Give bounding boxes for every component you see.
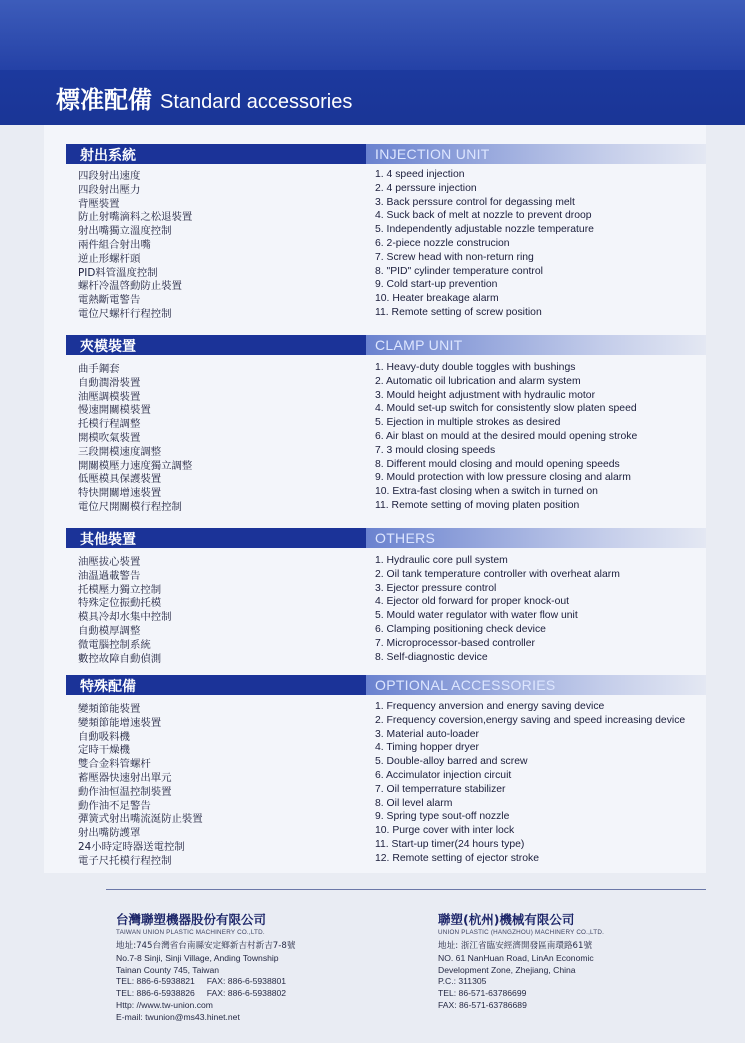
list-item: 雙合金料管螺杆: [78, 758, 151, 771]
list-item: 9. Mould protection with low pressure closing and alarm: [375, 472, 631, 484]
list-item: 5. Double-alloy barred and screw: [375, 756, 528, 768]
address-en-line1: No.7-8 Sinji, Sinji Village, Anding Township: [116, 952, 279, 963]
address-en-line1: NO. 61 NanHuan Road, LinAn Economic: [438, 952, 594, 963]
list-item: 8. "PID" cylinder temperature control: [375, 265, 543, 277]
website-link[interactable]: Http: //www.tw-union.com: [116, 999, 213, 1010]
list-item: 油壓調模裝置: [78, 390, 141, 403]
list-item: 開模吹氣裝置: [78, 431, 141, 444]
list-item: 5. Ejection in multiple strokes as desired: [375, 417, 561, 429]
contact-line2: TEL: 886-6-5938826 FAX: 886-6-5938802: [116, 988, 287, 999]
address-zh: 地址:745台灣省台南縣安定鄉新吉村新吉7-8號: [116, 941, 296, 951]
list-item: 8. Different mould closing and mould opening speeds: [375, 458, 620, 470]
section-title-zh: 夾模裝置: [80, 339, 136, 355]
list-item: 曲手鋼套: [78, 363, 120, 375]
address-zh: 地址: 浙江省臨安經濟開發區南環路61號: [438, 941, 593, 951]
list-item: 1. Frequency anversion and energy saving device: [375, 701, 605, 712]
section-header-optional: [66, 675, 706, 695]
company-name-en: TAIWAN UNION PLASTIC MACHINERY CO.,LTD.: [116, 929, 265, 936]
list-item: 動作油恒温控制裝置: [78, 785, 172, 798]
others-list-en: [375, 554, 620, 664]
section-title-zh: 射出系統: [80, 148, 136, 164]
tel: TEL: 86-571-63786699: [438, 988, 527, 999]
list-item: 開關模壓力速度獨立調整: [78, 459, 193, 472]
section-header-others: [66, 528, 706, 548]
list-item: 電子尺托模行程控制: [78, 854, 172, 867]
list-item: 變頻節能增速裝置: [78, 716, 162, 729]
list-item: 慢速開關模裝置: [78, 404, 151, 417]
page-title-en: Standard accessories: [160, 91, 353, 113]
address-en-line2: Development Zone, Zhejiang, China: [438, 964, 576, 975]
list-item: 10. Heater breakage alarm: [375, 293, 499, 305]
page-title: [56, 80, 352, 115]
page-title-zh: 標准配備: [56, 86, 152, 114]
list-item: 4. Suck back of melt at nozzle to prevent droop: [375, 210, 592, 222]
list-item: 1. Hydraulic core pull system: [375, 555, 508, 566]
list-item: 3. Mould height adjustment with hydraulic motor: [375, 389, 596, 401]
injection-list-en: [375, 168, 594, 320]
section-title-en: CLAMP UNIT: [375, 337, 463, 353]
list-item: 兩件組合射出嘴: [78, 238, 151, 251]
header-gradient: [0, 0, 745, 70]
list-item: 9. Spring type sout-off nozzle: [375, 811, 510, 823]
list-item: 自動吸料機: [78, 730, 130, 743]
list-item: 1. Heavy-duty double toggles with bushings: [375, 362, 576, 373]
list-item: 9. Cold start-up prevention: [375, 279, 498, 291]
list-item: 5. Independently adjustable nozzle temperature: [375, 224, 594, 236]
list-item: 7. Oil temperrature stabilizer: [375, 783, 506, 795]
section-title-en: OPTIONAL ACCESSORIES: [375, 677, 556, 693]
list-item: 2. Automatic oil lubrication and alarm system: [375, 375, 581, 387]
list-item: 四段射出速度: [78, 170, 141, 182]
list-item: PID料管溫度控制: [78, 266, 158, 279]
list-item: 7. 3 mould closing speeds: [375, 444, 496, 456]
list-item: 6. Air blast on mould at the desired mould opening stroke: [375, 430, 638, 442]
section-title-zh: 其他裝置: [80, 532, 136, 548]
list-item: 10. Purge cover with inter lock: [375, 825, 515, 837]
list-item: 自動模厚調整: [78, 624, 141, 637]
list-item: 10. Extra-fast closing when a switch in turned on: [375, 486, 598, 498]
section-header-injection: [66, 144, 706, 164]
list-item: 四段射出壓力: [78, 183, 141, 196]
email-link[interactable]: E-mail: twunion@ms43.hinet.net: [116, 1011, 240, 1022]
list-item: 動作油不足警告: [78, 799, 151, 812]
list-item: 油壓拔心裝置: [78, 556, 141, 568]
list-item: 24小時定時器送電控制: [78, 840, 185, 853]
list-item: 數控故障自動偵測: [78, 652, 162, 665]
optional-list-en: [375, 700, 685, 866]
list-item: 背壓裝置: [78, 197, 120, 210]
list-item: 2. Frequency coversion,energy saving and speed increasing device: [375, 714, 686, 726]
list-item: 4. Mould set-up switch for consistently slow platen speed: [375, 403, 637, 415]
list-item: 彈簧式射出嘴流涎防止裝置: [78, 813, 203, 826]
company-hangzhou: [438, 912, 604, 1012]
list-item: 2. 4 perssure injection: [375, 182, 477, 194]
list-item: 變頻節能裝置: [78, 703, 141, 715]
section-title-en: INJECTION UNIT: [375, 146, 490, 162]
company-name-en: UNION PLASTIC (HANGZHOU) MACHINERY CO.,LTD.: [438, 929, 605, 936]
list-item: 7. Microprocessor-based controller: [375, 637, 535, 649]
list-item: 4. Ejector old forward for proper knock-out: [375, 596, 570, 608]
list-item: 特快開關增速裝置: [78, 487, 162, 500]
list-item: 8. Self-diagnostic device: [375, 651, 488, 663]
list-item: 定時干燥機: [78, 744, 130, 757]
list-item: 特殊定位振動托模: [78, 597, 162, 610]
address-en-line2: Tainan County 745, Taiwan: [116, 964, 220, 975]
section-title-en: OTHERS: [375, 530, 436, 546]
company-name-zh: 台灣聯塑機器股份有限公司: [116, 912, 267, 927]
list-item: 逆止形螺杆頭: [78, 252, 141, 265]
list-item: 8. Oil level alarm: [375, 797, 453, 809]
list-item: 6. 2-piece nozzle construcion: [375, 237, 510, 249]
list-item: 11. Remote setting of screw position: [375, 306, 542, 318]
list-item: 托模壓力獨立控制: [78, 583, 162, 596]
list-item: 3. Back perssure control for degassing melt: [375, 196, 575, 208]
clamp-list-en: [375, 361, 637, 513]
list-item: 1. 4 speed injection: [375, 169, 465, 180]
list-item: 7. Screw head with non-return ring: [375, 251, 534, 263]
list-item: 低壓模具保護裝置: [78, 473, 162, 486]
fax: FAX: 86-571-63786689: [438, 999, 527, 1010]
list-item: 11. Remote setting of moving platen position: [375, 499, 580, 511]
list-item: 電位尺螺杆行程控制: [78, 307, 172, 320]
list-item: 6. Accimulator injection circuit: [375, 769, 512, 781]
section-header-clamp: [66, 335, 706, 355]
list-item: 5. Mould water regulator with water flow unit: [375, 610, 578, 622]
list-item: 6. Clamping positioning check device: [375, 623, 546, 635]
list-item: 微電腦控制系統: [78, 638, 151, 651]
list-item: 螺杆冷温啓動防止裝置: [78, 280, 182, 293]
list-item: 射出嘴獨立溫度控制: [78, 225, 172, 238]
contact-line1: TEL: 886-6-5938821 FAX: 886-6-5938801: [116, 976, 287, 987]
list-item: 2. Oil tank temperature controller with overheat alarm: [375, 568, 620, 580]
list-item: 防止射嘴滴料之松退裝置: [78, 211, 193, 224]
others-list-zh: [78, 556, 172, 666]
list-item: 4. Timing hopper dryer: [375, 742, 479, 754]
clamp-list-zh: [78, 363, 192, 515]
optional-list-zh: [78, 703, 203, 869]
list-item: 三段開模速度調整: [78, 445, 162, 458]
list-item: 射出嘴防護罩: [78, 827, 141, 840]
list-item: 托模行程調整: [78, 418, 141, 431]
list-item: 3. Material auto-loader: [375, 728, 479, 740]
list-item: 電位尺開關模行程控制: [78, 500, 182, 513]
company-name-zh: 聯塑(杭州)機械有限公司: [438, 912, 575, 927]
section-title-zh: 特殊配備: [80, 679, 136, 695]
list-item: 蓄壓器快速射出單元: [78, 771, 172, 784]
list-item: 油温過載警告: [78, 569, 141, 582]
postcode: P.C.: 311305: [438, 976, 487, 987]
list-item: 自動潤滑裝置: [78, 376, 141, 389]
footer-divider: [106, 889, 706, 890]
list-item: 3. Ejector pressure control: [375, 582, 497, 594]
company-taiwan: [116, 912, 295, 1024]
list-item: 電熱斷電警告: [78, 294, 141, 307]
list-item: 12. Remote setting of ejector stroke: [375, 852, 540, 864]
injection-list-zh: [78, 170, 192, 322]
list-item: 11. Start-up timer(24 hours type): [375, 838, 525, 850]
list-item: 模具冷却水集中控制: [78, 611, 172, 624]
